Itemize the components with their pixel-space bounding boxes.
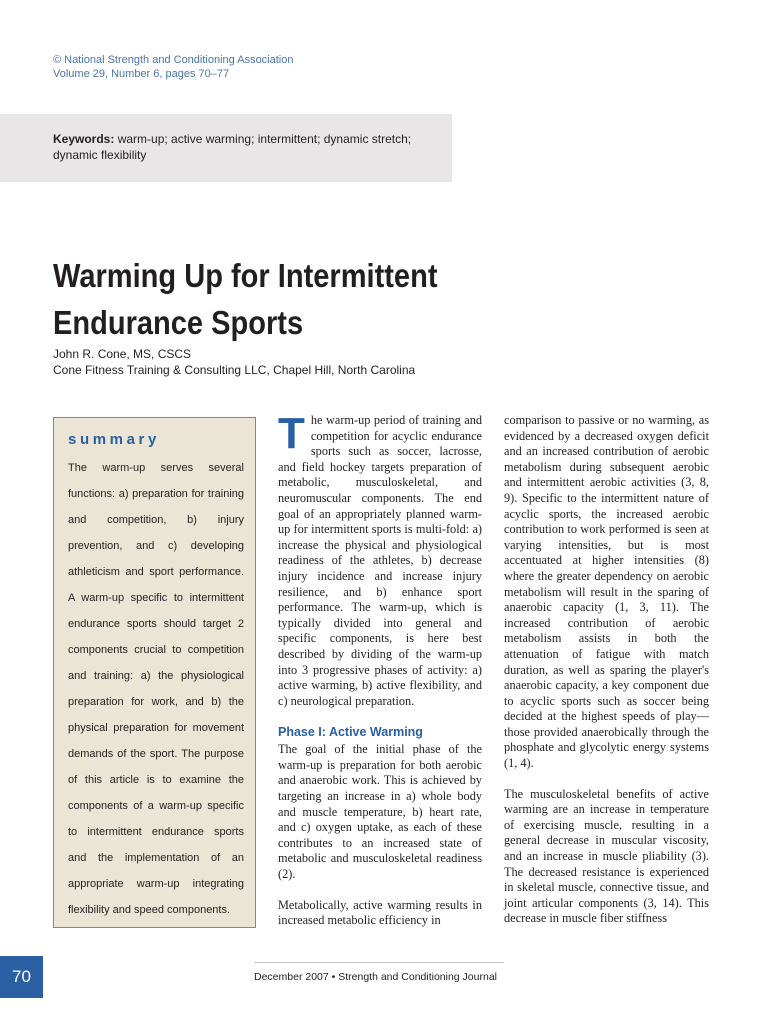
body-paragraph: comparison to passive or no warming, as evidenced by a decreased oxygen deficit and an increased contribution of aerobic metabolism during subsequent aerobic and intermittent aerobic activities (3, 8, 9). Specific to the intermittent nature of acyclic sports, the increased aerobic contribution to work performed is seen at varying intensities, but is most accentuated at higher intensities (8) where the greater dependency on aerobic metabolism will result in the sparing of anaerobic capacity (1, 3, 11). The increased contribution of aerobic metabolism assists in both the attenuation of fatigue with match duration, as well as sparing the player's anaerobic capacity, a key component due to acyclic sports such as soccer being decided at the highest speeds of play—those provided anaerobically through the phosphate and glycolytic energy systems (1, 4). xyxy=(504,413,709,771)
author-block xyxy=(53,346,415,378)
volume-line: Volume 29, Number 6, pages 70–77 xyxy=(53,68,230,80)
author-affiliation: Cone Fitness Training & Consulting LLC, Chapel Hill, North Carolina xyxy=(53,363,416,377)
title-line-2: Endurance Sports xyxy=(53,304,304,341)
article-title xyxy=(53,252,467,346)
publication-meta xyxy=(53,53,293,81)
intro-text: he warm-up period of training and competition for acyclic endurance sports such as soccer, lacrosse, and field hockey targets preparation of metabolic, musculoskeletal, and neuromuscular components. The end goal of an appropriately planned warm-up for intermittent sports is multi-fold: a) increase the physical and physiological readiness of the athletes, b) decrease injury incidence and increase injury resilience, and b) enhance sport performance. The warm-up, which is typically divided into general and specific components, is here best described by dividing of the warm-up into 3 progressive phases of activity: a) active warming, b) active flexibility, and c) neurological preparation. xyxy=(278,413,482,708)
drop-cap: T xyxy=(278,409,305,458)
footer-journal: December 2007 • Strength and Conditioning Journal xyxy=(254,971,497,983)
title-line-1: Warming Up for Intermittent xyxy=(53,257,438,294)
copyright-line: © National Strength and Conditioning Association xyxy=(53,54,294,66)
body-paragraph: Metabolically, active warming results in increased metabolic efficiency in xyxy=(278,897,482,928)
summary-heading: summary xyxy=(68,431,160,448)
intro-paragraph xyxy=(278,409,482,709)
body-column-2 xyxy=(504,413,709,942)
body-paragraph: The musculoskeletal benefits of active warming are an increase in temperature of exercising muscle, resulting in a general decrease in muscular viscosity, and an increase in muscle pliability (3). The decreased resistance is experienced in skeletal muscle, connective tissue, and joint articular components (3, 14). This decrease in muscle fiber stiffness xyxy=(504,786,709,926)
footer-divider xyxy=(254,962,504,963)
summary-text: The warm-up serves several functions: a) preparation for training and competition, b) injury prevention, and c) developing athleticism and sport performance. A warm-up specific to intermittent endurance sports should target 2 components crucial to competition and training: a) the physiological preparation for work, and b) the physical preparation for movement demands of the sport. The purpose of this article is to examine the components of a warm-up specific to intermittent endurance sports and the implementation of an appropriate warm-up integrating flexibility and speed components. xyxy=(68,462,244,916)
section-heading: Phase I: Active Warming xyxy=(278,725,423,740)
body-column-1 xyxy=(278,409,482,944)
body-paragraph: The goal of the initial phase of the warm-up is preparation for both aerobic and anaerobic work. This is achieved by targeting an increase in a) whole body and muscle temperature, b) heart rate, and c) oxygen uptake, as each of these contributes to an increased state of metabolic and musculoskeletal readiness (2). xyxy=(278,742,482,882)
keywords xyxy=(53,131,423,163)
author-name: John R. Cone, MS, CSCS xyxy=(53,347,192,361)
keywords-label: Keywords: xyxy=(53,132,115,146)
keywords-list: warm-up; active warming; intermittent; dynamic stretch; dynamic flexibility xyxy=(53,132,412,162)
page-number: 70 xyxy=(12,967,31,986)
